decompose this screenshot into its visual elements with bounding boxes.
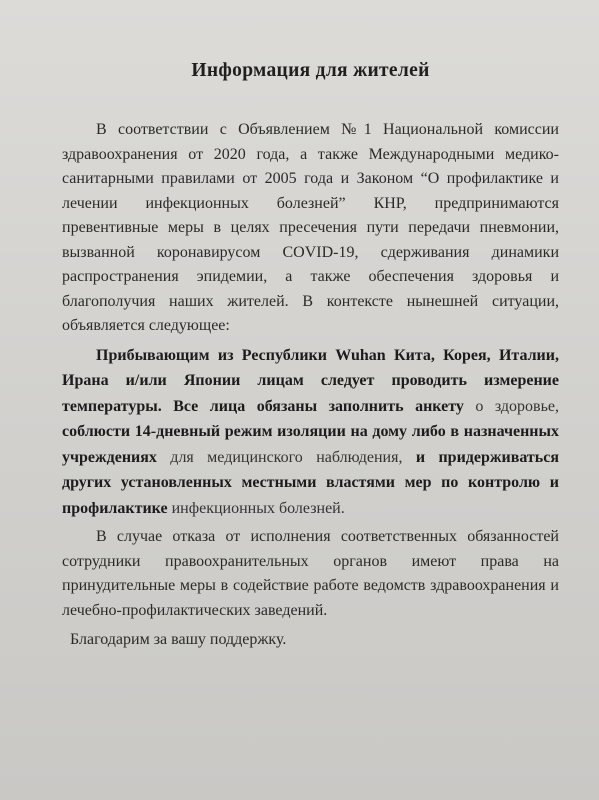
requirements-text-6: инфекционных болезней.: [167, 499, 345, 517]
closing-thanks: Благодарим за вашу поддержку.: [70, 631, 287, 648]
paragraph-enforcement: В случае отказа от исполнения соответственных обязанностей сотрудники правоохранительных органов имеют права на принудительные меры в содействие работе ведомств здравоохранения и лечебно-профилактических заведений.: [62, 528, 559, 619]
page-title: Информация для жителей: [191, 60, 430, 81]
paragraph-intro: В соответствии с Объявлением №1 Национальной комиссии здравоохранения от 2020 года, а также Международными медико-санитарными правилами от 2005 года и Законом “О профилактике и лечении инфекционных болезней” КНР, предпринимаются превентивные меры в целях пресечения пути передачи пневмонии, вызванной коронавирусом COVID-19, сдерживания динамики распространения эпидемии, а также обеспечения здоровья и благополучия наших жителей. В контексте нынешней ситуации, объявляется следующее:: [62, 121, 559, 334]
requirements-text-5: и придерживаться других установленных местными властями мер по контролю и профилактике: [62, 448, 560, 517]
paragraph-requirements: [62, 343, 559, 522]
requirements-text-3: соблюсти 14-дневный режим изоляции на дому либо в назначенных учреждениях: [62, 423, 559, 466]
requirements-text-2: о здоровье,: [463, 397, 559, 415]
requirements-text-1: Прибывающим из Республики Wuhan Кита, Корея, Италии, Ирана и/или Японии лицам следует проводить измерение температуры. Все лица обязаны заполнить анкету: [62, 346, 559, 415]
requirements-text-4: для медицинского наблюдения,: [156, 448, 416, 466]
